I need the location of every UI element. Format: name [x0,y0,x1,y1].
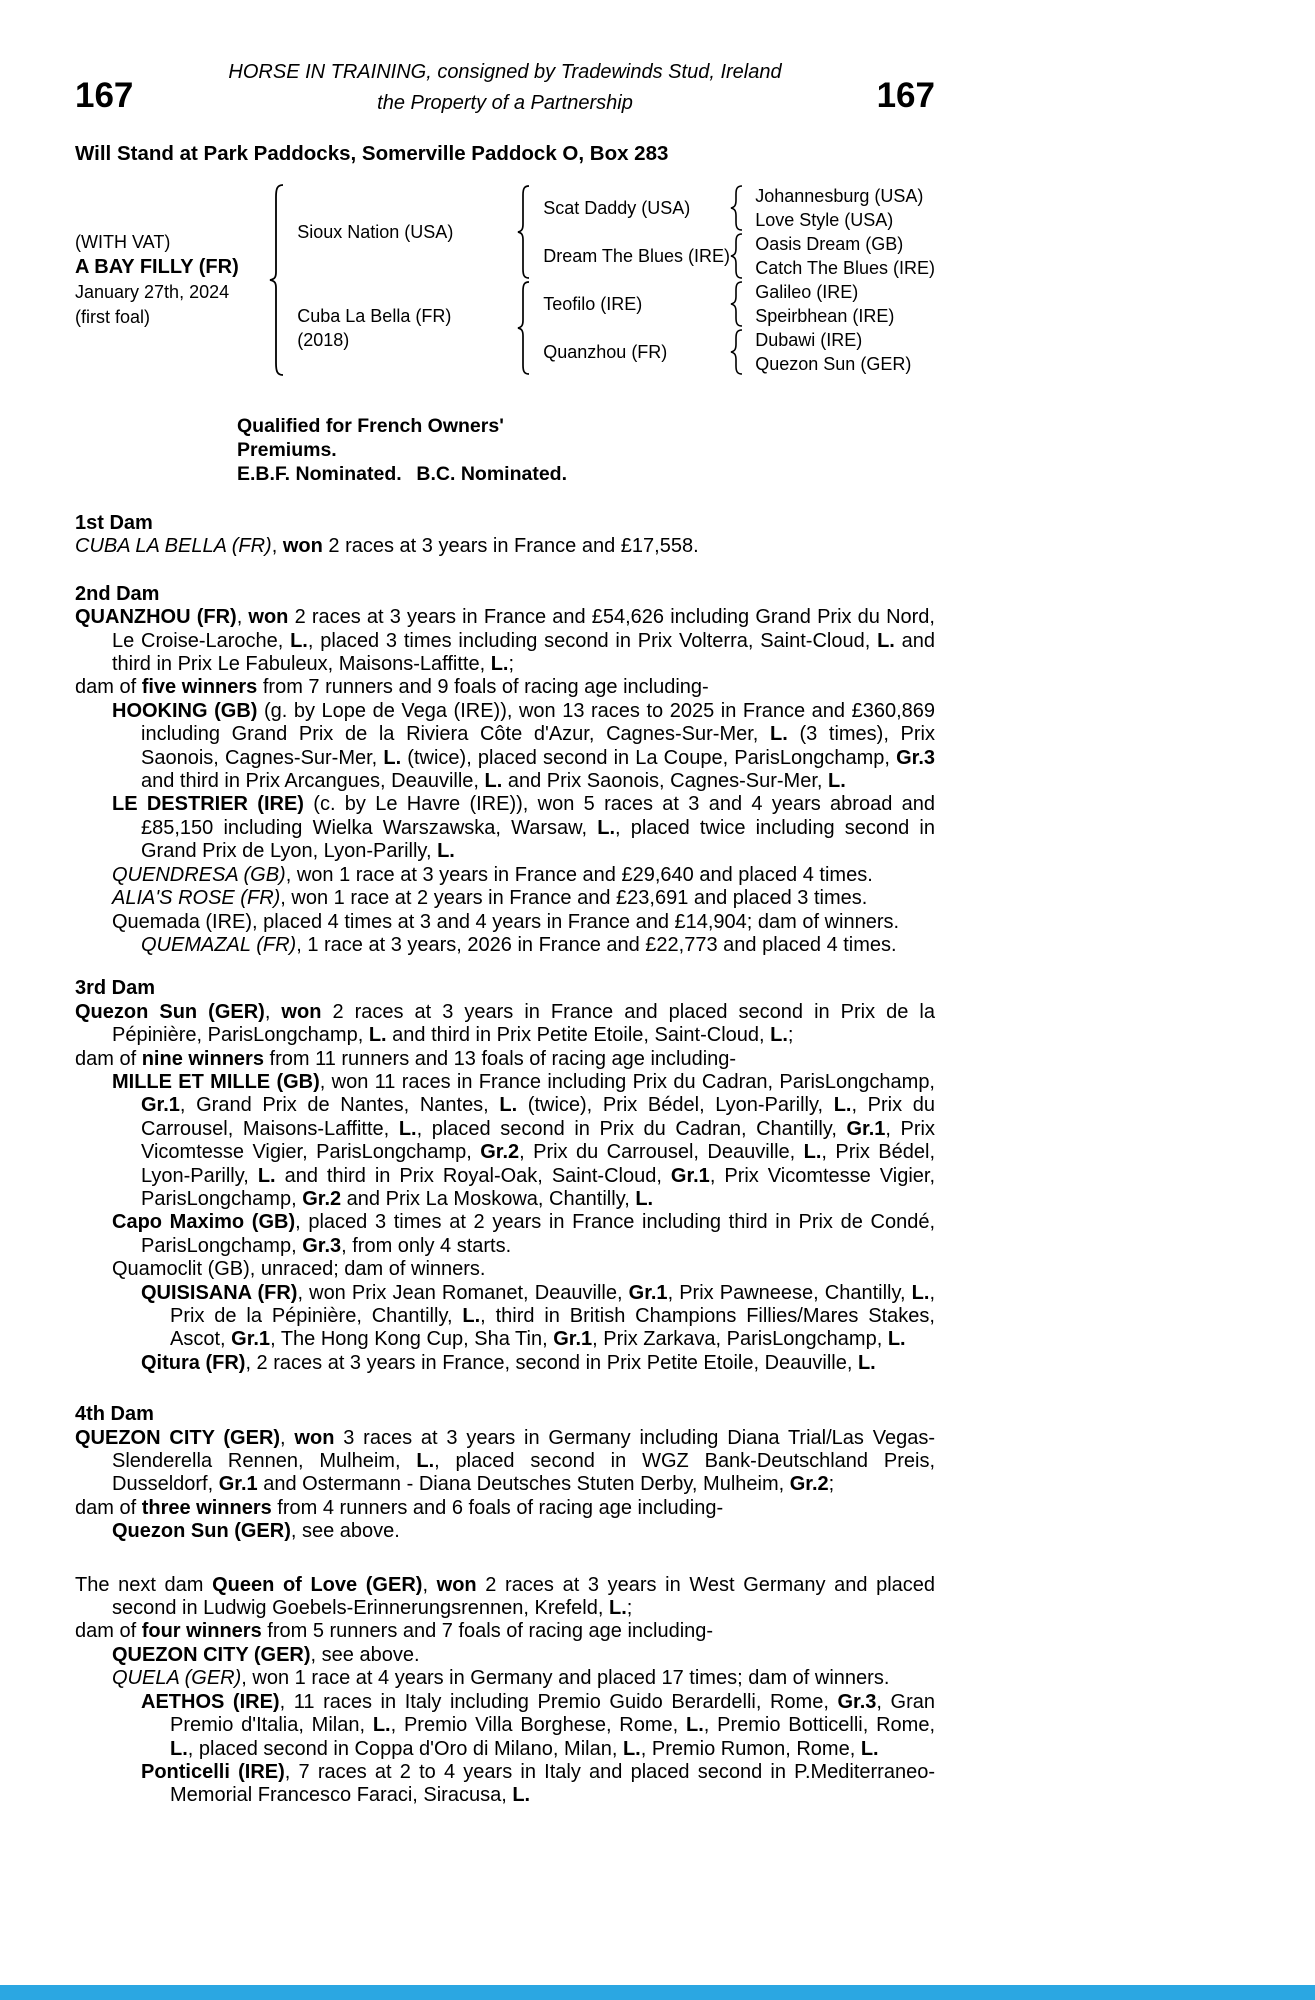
pedigree-text [75,512,935,1808]
pedigree-outer-brace-icon [267,184,285,376]
pedigree-ancestor: Love Style (USA) [755,210,894,230]
nomination-notices [237,414,567,486]
paragraph-quamoclit: Quamoclit (GB), unraced; dam of winners. [112,1258,486,1281]
paragraph-capo-maximo: Capo Maximo (GB), placed 3 times at 2 years in France including third in Prix de Condé, ParisLongchamp, Gr.3, from only 4 starts. [112,1211,935,1257]
dam-dam-brace-icon [729,329,743,375]
first-foal-note: (first foal) [75,307,151,327]
paragraph-ponticelli: Ponticelli (IRE), 7 races at 2 to 4 years in Italy and placed second in P.Mediterraneo-Memorial Francesco Faraci, Siracusa, L. [141,1760,935,1807]
sire-sire-brace-icon [729,185,743,231]
dam-sire-brace-icon [729,281,743,327]
page-footer-bar [0,1985,1315,2000]
dam-sire-name: Teofilo (IRE) [543,293,643,314]
paragraph-quemazal: QUEMAZAL (FR), 1 race at 3 years, 2026 in France and £22,773 and placed 4 times. [141,933,897,956]
sire-dam-branch [531,232,935,280]
pedigree-ancestor: Oasis Dream (GB) [755,234,904,254]
sire-name: Sioux Nation (USA) [297,222,454,242]
paragraph-hooking: HOOKING (GB) (g. by Lope de Vega (IRE)), won 13 races to 2025 in France and £360,869 including Grand Prix de la Riviera Côte d'Azur, Cagnes-Sur-Mer, L. (3 times), Prix Saonois, Cagnes-Sur-Mer, L. (twice), placed second in La Coupe, ParisLongchamp, Gr.3 and third in Prix Arcangues, Deauville, L. and Prix Saonois, Cagnes-Sur-Mer, L. [112,699,935,793]
sire-branch [285,184,935,280]
paragraph-quezon-sun-ref: Quezon Sun (GER), see above. [112,1520,400,1543]
paragraph-quanzhou: QUANZHOU (FR), won 2 races at 3 years in France and £54,626 including Grand Prix du Nord, Le Croise-Laroche, L., placed 3 times including second in Prix Volterra, Saint-Cloud, L. and third in Prix Le Fabuleux, Maisons-Laffitte, L.; [75,606,935,676]
consignment-line: HORSE IN TRAINING, consigned by Tradewinds Stud, Ireland [228,61,782,83]
dam-sire-branch [531,280,911,328]
foaling-date: January 27th, 2024 [75,282,230,302]
dam1-heading: 1st Dam [75,512,153,534]
dam-year: (2018) [297,330,350,350]
page-header [75,0,935,116]
paragraph-quezon-sun: Quezon Sun (GER), won 2 races at 3 years in France and placed second in Prix de la Pépinière, ParisLongchamp, L. and third in Prix Petite Etoile, Saint-Cloud, L.; [75,1000,935,1047]
sire-sire-branch [531,184,935,232]
dam-name: Cuba La Bella (FR) [297,306,452,326]
ebf-notice: E.B.F. Nominated. [237,463,402,485]
paragraph-mille-et-mille: MILLE ET MILLE (GB), won 11 races in France including Prix du Cadran, ParisLongchamp, Gr.1, Grand Prix de Nantes, Nantes, L. (twice), Prix Bédel, Lyon-Parilly, L., Prix du Carrousel, Maisons-Laffitte, L., placed second in Prix du Cadran, Chantilly, Gr.1, Prix Vicomtesse Vigier, ParisLongchamp, Gr.2, Prix du Carrousel, Deauville, L., Prix Bédel, Lyon-Parilly, L. and third in Prix Royal-Oak, Saint-Cloud, Gr.1, Prix Vicomtesse Vigier, ParisLongchamp, Gr.2 and Prix La Moskowa, Chantilly, L. [112,1070,936,1210]
dam2-heading: 2nd Dam [75,582,160,605]
paragraph-quendresa: QUENDRESA (GB), won 1 race at 3 years in France and £29,640 and placed 4 times. [112,863,873,886]
dam4-heading: 4th Dam [75,1403,154,1426]
paragraph-quela: QUELA (GER), won 1 race at 4 years in Germany and placed 17 times; dam of winners. [112,1667,890,1690]
paragraph-le-destrier: LE DESTRIER (IRE) (c. by Le Havre (IRE)), won 5 races at 3 and 4 years abroad and £85,150 including Wielka Warszawska, Warsaw, L., placed twice including second in Grand Prix de Lyon, Lyon-Parilly, L. [112,793,936,863]
pedigree-ancestor: Galileo (IRE) [755,282,859,302]
horse-details [75,230,267,330]
paragraph-cuba-la-bella: CUBA LA BELLA (FR), won 2 races at 3 years in France and £17,558. [75,535,699,558]
vat-note: (WITH VAT) [75,232,171,252]
paragraph-dam2-produce: dam of five winners from 7 runners and 9 foals of racing age including- [75,676,709,699]
sire-sire-name: Scat Daddy (USA) [543,197,691,218]
property-line: the Property of a Partnership [377,92,633,114]
pedigree-table [75,184,935,376]
dam-brace-icon [515,281,531,375]
pedigree-ancestor: Catch The Blues (IRE) [755,258,935,278]
dam-name-cell [285,304,515,352]
horse-description: A BAY FILLY (FR) [75,256,239,278]
paragraph-alias-rose: ALIA'S ROSE (FR), won 1 race at 2 years in France and £23,691 and placed 3 times. [112,887,868,910]
paragraph-nextdam-produce: dam of four winners from 5 runners and 7 foals of racing age including- [75,1620,714,1643]
sire-brace-icon [515,185,531,279]
paragraph-quisisana: QUISISANA (FR), won Prix Jean Romanet, Deauville, Gr.1, Prix Pawneese, Chantilly, L., Prix de la Pépinière, Chantilly, L., third in British Champions Fillies/Mares Stakes, Ascot, Gr.1, The Hong Kong Cup, Sha Tin, Gr.1, Prix Zarkava, ParisLongchamp, L. [141,1281,936,1351]
paragraph-quezon-city-ref: QUEZON CITY (GER), see above. [112,1643,420,1666]
lot-number-right: 167 [876,76,935,115]
lot-number-left: 167 [75,76,134,115]
sire-dam-brace-icon [729,233,743,279]
pedigree-ancestor: Johannesburg (USA) [755,186,924,206]
bc-notice: B.C. Nominated. [416,463,567,485]
paragraph-aethos: AETHOS (IRE), 11 races in Italy including Premio Guido Berardelli, Rome, Gr.3, Gran Premio d'Italia, Milan, L., Premio Villa Borghese, Rome, L., Premio Botticelli, Rome, L., placed second in Coppa d'Oro di Milano, Milan, L., Premio Rumon, Rome, L. [141,1690,936,1760]
paragraph-quezon-city: QUEZON CITY (GER), won 3 races at 3 years in Germany including Diana Trial/Las Vegas-Slenderella Rennen, Mulheim, L., placed second in WGZ Bank-Deutschland Preis, Dusseldorf, Gr.1 and Ostermann - Diana Deutsches Stuten Derby, Mulheim, Gr.2; [75,1426,935,1496]
premiums-notice: Qualified for French Owners' Premiums. [237,415,504,461]
paragraph-dam3-produce: dam of nine winners from 11 runners and 13 foals of racing age including- [75,1047,737,1070]
sire-dam-name: Dream The Blues (IRE) [543,245,730,266]
dam-branch [285,280,935,376]
stand-location-line: Will Stand at Park Paddocks, Somerville Paddock O, Box 283 [75,142,669,165]
paragraph-quemada: Quemada (IRE), placed 4 times at 3 and 4 years in France and £14,904; dam of winners. [112,910,900,933]
paragraph-qitura: Qitura (FR), 2 races at 3 years in France, second in Prix Petite Etoile, Deauville, L. [141,1351,876,1374]
paragraph-queen-of-love: The next dam Queen of Love (GER), won 2 races at 3 years in West Germany and placed second in Ludwig Goebels-Erinnerungsrennen, Krefeld, L.; [75,1573,936,1620]
dam-dam-branch [531,328,911,376]
pedigree-ancestor: Dubawi (IRE) [755,330,863,350]
dam3-heading: 3rd Dam [75,977,156,1000]
pedigree-ancestor: Quezon Sun (GER) [755,354,912,374]
paragraph-dam4-produce: dam of three winners from 4 runners and 6 foals of racing age including- [75,1496,724,1519]
dam-dam-name: Quanzhou (FR) [543,341,668,362]
pedigree-tree [285,184,935,376]
pedigree-ancestor: Speirbhean (IRE) [755,306,895,326]
